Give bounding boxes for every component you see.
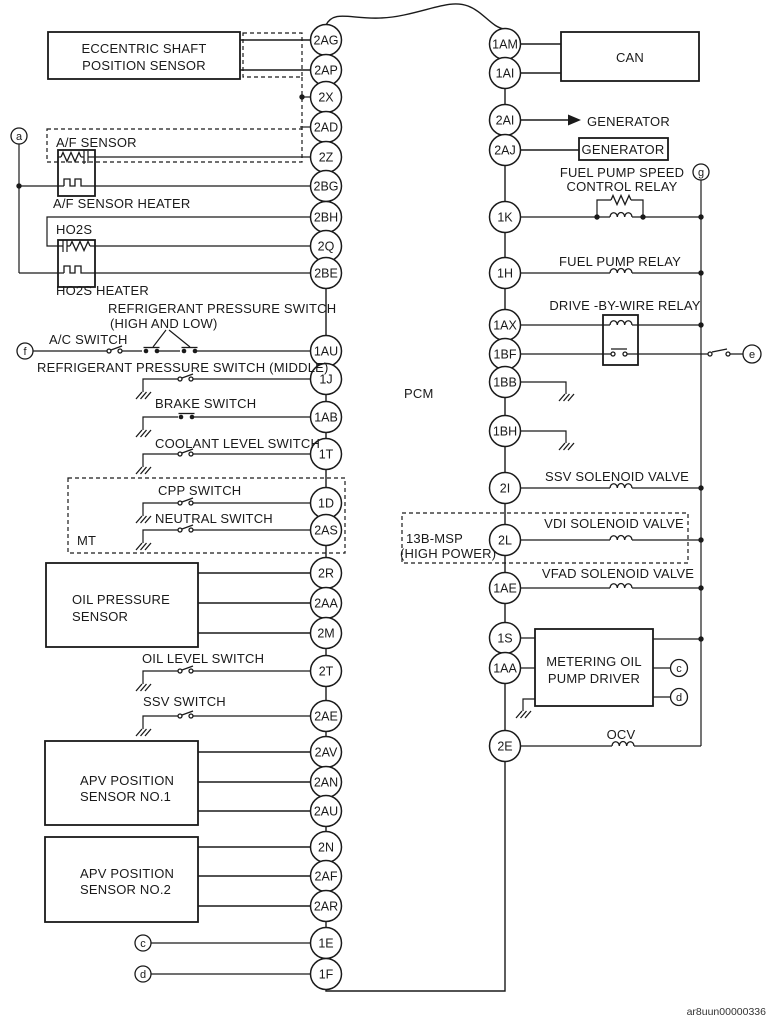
pin-2I — [490, 473, 521, 504]
solenoid-coil-icon — [610, 584, 632, 588]
pin-label: 2AJ — [494, 143, 516, 158]
pin-2AF — [311, 861, 342, 892]
ground-icon — [559, 394, 574, 401]
relay-coil-icon — [610, 269, 632, 273]
pin-label: 2E — [497, 739, 513, 754]
solenoid-coil-icon — [612, 742, 634, 746]
pin-2M — [311, 618, 342, 649]
oil-level-label: OIL LEVEL SWITCH — [142, 651, 265, 666]
ground-icon — [136, 392, 151, 399]
apv2-label-2: SENSOR NO.2 — [80, 882, 172, 897]
pin-2AD — [311, 112, 342, 143]
pin-2AR — [311, 891, 342, 922]
mopd-label-1: METERING OIL — [546, 654, 642, 669]
mt-label: MT — [77, 533, 97, 548]
pin-label: 2AU — [313, 804, 339, 819]
apv1-label-2: SENSOR NO.1 — [80, 789, 172, 804]
pin-label: 2L — [498, 533, 512, 548]
generator-box-label: GENERATOR — [581, 142, 665, 157]
pin-2R — [311, 558, 342, 589]
heater-icon — [64, 179, 86, 186]
1bb-ground-wire — [520, 382, 566, 394]
relay-contact-icon — [611, 352, 615, 356]
dbw-relay-label: DRIVE -BY-WIRE RELAY — [549, 298, 701, 313]
pin-1AB — [311, 402, 342, 433]
pin-label: 2N — [318, 840, 334, 855]
pin-1AM — [490, 29, 521, 60]
pin-label: 1AE — [493, 581, 517, 596]
pin-1K — [490, 202, 521, 233]
pin-label: 2AN — [313, 775, 339, 790]
pin-label: 2R — [318, 566, 334, 581]
refrigerant-mid-label: REFRIGERANT PRESSURE SWITCH (MIDDLE) — [37, 360, 329, 375]
solenoid-coil-icon — [610, 536, 632, 540]
ref-d-right — [671, 689, 688, 706]
pin-label: 1J — [319, 372, 333, 387]
pin-label: 2AP — [314, 63, 338, 78]
fuel-pump-relay-label: FUEL PUMP RELAY — [559, 254, 681, 269]
resistor-icon — [70, 242, 90, 251]
pin-2N — [311, 832, 342, 863]
junction-dot — [698, 485, 703, 490]
pin-label: 2AD — [313, 120, 339, 135]
can-label: CAN — [615, 50, 645, 65]
pin-label: 1H — [497, 266, 513, 281]
pin-label: 2BG — [313, 179, 339, 194]
pin-label: 1E — [318, 936, 334, 951]
oil-pressure-label-2: SENSOR — [72, 609, 129, 624]
pin-label: 2M — [317, 626, 335, 641]
pin-label: 2Q — [317, 239, 335, 254]
pin-label: 2BE — [314, 266, 338, 281]
pin-label: 1K — [497, 210, 513, 225]
af-sensor-label: A/F SENSOR — [56, 135, 137, 150]
relay-coil-icon — [610, 213, 632, 217]
ground-icon — [559, 443, 574, 450]
pin-2BG — [311, 171, 342, 202]
pin-1E — [311, 928, 342, 959]
pin-2E — [490, 731, 521, 762]
vdi-solenoid-label: VDI SOLENOID VALVE — [544, 516, 684, 531]
resistor-icon — [611, 196, 631, 205]
pin-1BF — [490, 339, 521, 370]
pin-1BB — [490, 367, 521, 398]
ref-label: f — [23, 345, 27, 358]
pin-2AN — [311, 767, 342, 798]
pin-label: 2AF — [314, 869, 338, 884]
refrigerant-middle-wire — [143, 379, 311, 392]
ref-f — [17, 343, 33, 359]
1bh-ground-wire — [520, 431, 566, 443]
closed-switch-icon — [182, 348, 198, 354]
junction-dot — [594, 214, 599, 219]
pin-label: 1AI — [495, 66, 515, 81]
fpsc-relay-label-2: CONTROL RELAY — [566, 179, 678, 194]
pin-label: 1D — [318, 496, 334, 511]
dbw-relay-box — [603, 315, 638, 365]
ocv-label: OCV — [606, 727, 636, 742]
pin-2T — [311, 656, 342, 687]
pin-label: 2AR — [313, 899, 339, 914]
pin-label: 1F — [318, 967, 334, 982]
apv1-label-1: APV POSITION — [80, 773, 175, 788]
pin-label: 1AU — [313, 344, 339, 359]
pin-label: 2AV — [314, 745, 338, 760]
pin-label: 1AB — [314, 410, 338, 425]
oil-level-switch-wire — [143, 671, 311, 684]
pin-2X — [311, 82, 342, 113]
ref-g — [693, 164, 709, 180]
top-loop-curve — [326, 4, 505, 29]
closed-switch-icon — [144, 348, 160, 354]
closed-switch-icon — [179, 414, 195, 420]
neutral-switch-label: NEUTRAL SWITCH — [155, 511, 273, 526]
pin-label: 2AI — [495, 113, 515, 128]
brake-switch-wire — [143, 417, 311, 430]
pin-2AV — [311, 737, 342, 768]
apv1-wires — [198, 752, 311, 811]
ref-label: d — [139, 968, 147, 981]
pin-1AX — [490, 310, 521, 341]
pin-label: 1AM — [492, 37, 518, 52]
relay-contact-icon — [623, 352, 627, 356]
heater-icon — [64, 266, 86, 273]
pin-label: 1AA — [493, 661, 517, 676]
ho2s-heater-label: HO2S HEATER — [56, 283, 149, 298]
neutral-switch-wire — [143, 530, 311, 543]
eccentric-label-2: POSITION SENSOR — [82, 58, 206, 73]
junction-dot — [698, 270, 703, 275]
pin-2AA — [311, 588, 342, 619]
refrigerant-hl-label-2: (HIGH AND LOW) — [110, 316, 218, 331]
apv2-label-1: APV POSITION — [80, 866, 175, 881]
ground-icon — [136, 430, 151, 437]
pin-label: 2Z — [318, 150, 334, 165]
pin-2AE — [311, 701, 342, 732]
bottom-loop — [326, 761, 505, 991]
apv2-wires — [198, 847, 311, 906]
ref-c-right — [671, 660, 688, 677]
oil-pressure-wires — [198, 573, 311, 633]
pin-1F — [311, 959, 342, 990]
pin-label: 1AX — [493, 318, 517, 333]
brake-switch-label: BRAKE SWITCH — [155, 396, 257, 411]
ground-icon — [136, 684, 151, 691]
junction-dot — [640, 214, 645, 219]
ssv-switch-wire — [143, 716, 311, 729]
junction-dot — [16, 183, 21, 188]
ground-icon — [136, 516, 151, 523]
pin-label: 2X — [318, 90, 334, 105]
pcm-label: PCM — [404, 386, 434, 401]
pcm-right-pins — [490, 29, 521, 762]
ref-a — [11, 128, 27, 144]
relay-coil-icon — [610, 321, 632, 325]
mopd-label-2: PUMP DRIVER — [547, 671, 641, 686]
junction-dot — [698, 636, 703, 641]
ref-label: g — [697, 166, 705, 179]
pin-1AI — [490, 58, 521, 89]
junction-dot — [299, 94, 304, 99]
vfad-solenoid-label: VFAD SOLENOID VALVE — [541, 566, 695, 581]
open-switch-icon — [178, 374, 193, 381]
pin-label: 2T — [318, 664, 334, 679]
generator-arrow-label: GENERATOR — [587, 114, 670, 129]
cpp-switch-label: CPP SWITCH — [158, 483, 242, 498]
figure-code: ar8uun00000336 — [686, 1006, 766, 1018]
junction-dot — [698, 322, 703, 327]
ho2s-label: HO2S — [56, 222, 93, 237]
pin-label: 2AG — [313, 33, 339, 48]
resistor-icon — [61, 153, 81, 162]
left-wiring — [19, 40, 311, 974]
solenoid-coil-icon — [610, 484, 632, 488]
ssv-switch-label: SSV SWITCH — [143, 694, 226, 709]
ssv-solenoid-label: SSV SOLENOID VALVE — [544, 469, 690, 484]
refrigerant-hl-label-1: REFRIGERANT PRESSURE SWITCH — [108, 301, 337, 316]
pin-1AA — [490, 653, 521, 684]
switch-contact-icon — [726, 352, 730, 356]
switch-blade-icon — [712, 349, 727, 352]
coolant-switch-wire — [143, 454, 311, 467]
pin-2BH — [311, 202, 342, 233]
pin-2AJ — [490, 135, 521, 166]
ref-label: c — [140, 937, 146, 950]
pin-label: 2AE — [314, 709, 338, 724]
high-low-pointer-lines — [153, 330, 190, 347]
open-switch-icon — [178, 666, 193, 673]
pin-2AS — [311, 515, 342, 546]
ref-label: d — [675, 691, 683, 704]
pin-label: 1BF — [493, 347, 517, 362]
open-switch-icon — [178, 498, 193, 505]
pin-2AI — [490, 105, 521, 136]
pin-label: 1T — [318, 447, 334, 462]
ref-label: e — [748, 348, 756, 361]
pcm-left-pins — [311, 25, 342, 990]
ref-c-left — [135, 935, 151, 951]
ref-label: c — [676, 662, 682, 675]
ref-d-left — [135, 966, 151, 982]
msp-label-2: (HIGH POWER) — [400, 546, 497, 561]
pin-1AE — [490, 573, 521, 604]
msp-label-1: 13B-MSP — [406, 531, 464, 546]
pin-1S — [490, 623, 521, 654]
junction-dot — [698, 585, 703, 590]
ref-e — [743, 345, 761, 363]
pin-label: 2BH — [313, 210, 339, 225]
arrow-head-icon — [568, 115, 581, 126]
ground-icon — [516, 711, 531, 718]
open-switch-icon — [178, 525, 193, 532]
pin-1H — [490, 258, 521, 289]
pin-label: 2AS — [314, 523, 338, 538]
junction-dot — [698, 537, 703, 542]
ref-label: a — [15, 130, 23, 143]
pin-2Z — [311, 142, 342, 173]
switch-contact-icon — [708, 352, 712, 356]
ground-icon — [136, 467, 151, 474]
ac-switch-label: A/C SWITCH — [49, 332, 128, 347]
pin-label: 2I — [499, 481, 511, 496]
af-heater-label: A/F SENSOR HEATER — [53, 196, 191, 211]
pin-2AU — [311, 796, 342, 827]
pin-label: 1BB — [493, 375, 517, 390]
eccentric-label-1: ECCENTRIC SHAFT — [81, 41, 207, 56]
pin-2AG — [311, 25, 342, 56]
can-wires — [520, 44, 561, 73]
pin-label: 1S — [497, 631, 513, 646]
eccentric-wires — [240, 40, 311, 70]
pin-1BH — [490, 416, 521, 447]
pin-label: 2AA — [314, 596, 338, 611]
open-switch-icon — [107, 346, 122, 353]
coolant-switch-label: COOLANT LEVEL SWITCH — [155, 436, 321, 451]
pcm-outline — [326, 4, 505, 991]
pin-label: 1BH — [492, 424, 518, 439]
oil-pressure-label-1: OIL PRESSURE — [72, 592, 171, 607]
ground-icon — [136, 543, 151, 550]
fpsc-relay-label-1: FUEL PUMP SPEED — [559, 165, 685, 180]
ground-icon — [136, 729, 151, 736]
open-switch-icon — [178, 711, 193, 718]
junction-dot — [698, 214, 703, 219]
pin-2BE — [311, 258, 342, 289]
